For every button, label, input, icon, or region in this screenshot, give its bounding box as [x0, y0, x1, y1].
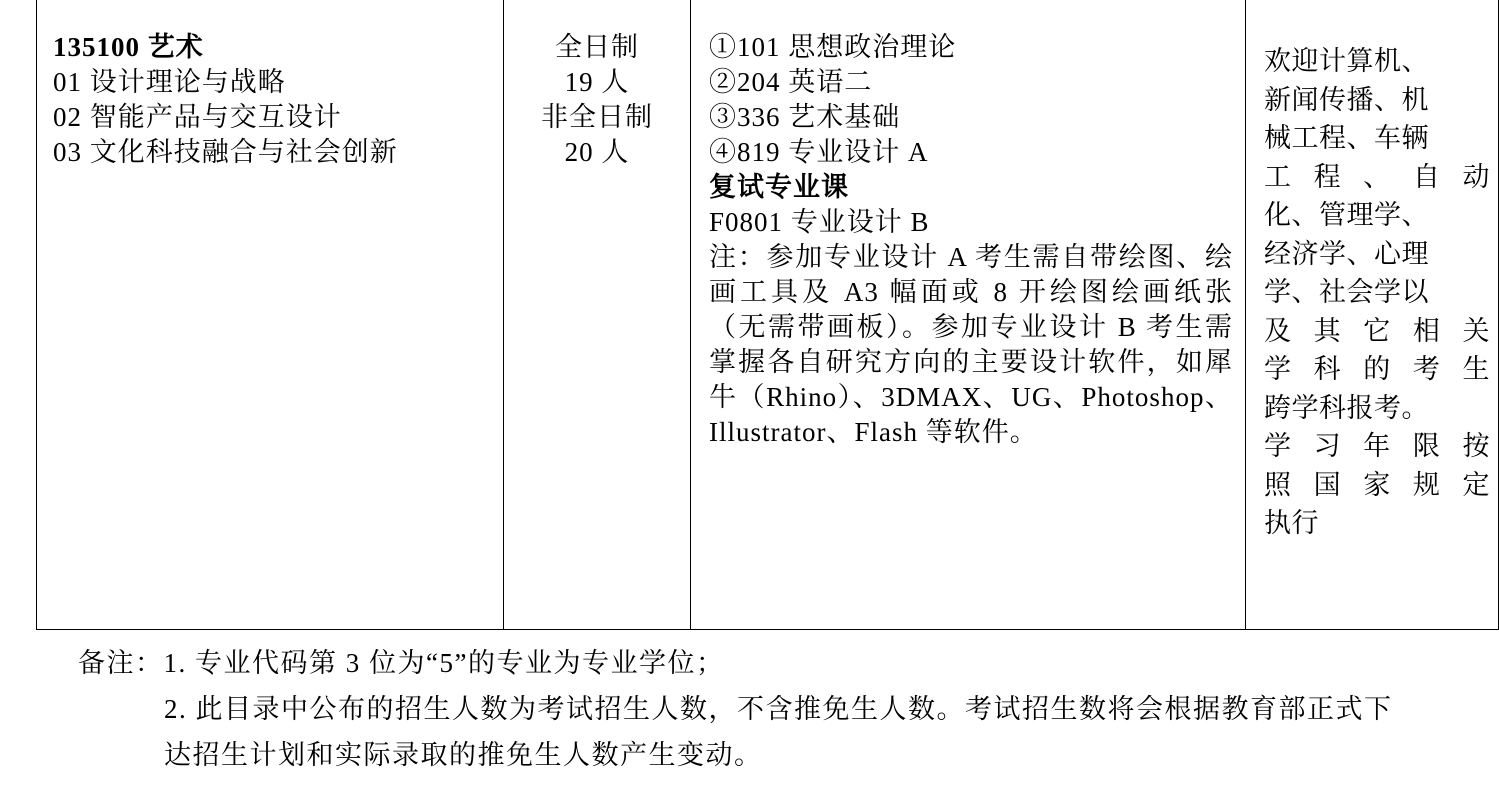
direction-item: 03 文化科技融合与社会创新 — [53, 137, 398, 167]
note-item: 2. 此目录中公布的招生人数为考试招生人数，不含推免生人数。考试招生数将会根据教育部正式下达招生计划和实际录取的推免生人数产生变动。 — [164, 694, 1393, 770]
parttime-count: 20 人 — [564, 137, 630, 167]
parttime-label: 非全日制 — [541, 102, 653, 132]
exam-note: 注：参加专业设计 A 考生需自带绘图、绘画工具及 A3 幅面或 8 开绘图绘画纸张（无需带画板）。参加专业设计 B 考生需掌握各自研究方向的主要设计软件，如犀牛（Rhino）、3DMAX、UG、Photoshop、Illustrator、Flash 等软件。 — [709, 242, 1233, 447]
remark-line: 经济学、心理 — [1264, 238, 1429, 269]
remark-line: 及其它相关 — [1264, 315, 1490, 346]
exam-subject: ②204 英语二 — [709, 67, 873, 97]
remark-line: 工程、自动 — [1264, 161, 1490, 192]
major-cell — [37, 0, 504, 630]
exams-cell — [691, 0, 1246, 630]
exam-subject: ①101 思想政治理论 — [709, 32, 957, 62]
major-title: 135100 艺术 — [53, 32, 204, 62]
table-row — [37, 0, 1499, 630]
enrollment-cell — [504, 0, 691, 630]
remark-line: 学科的考生 — [1264, 354, 1490, 384]
retest-subject: F0801 专业设计 B — [709, 207, 930, 237]
remark-line: 化、管理学、 — [1264, 200, 1429, 230]
direction-item: 02 智能产品与交互设计 — [53, 102, 342, 132]
remark-line: 跨学科报考。 — [1264, 392, 1429, 423]
remarks-cell — [1246, 0, 1499, 630]
note-item: 1. 专业代码第 3 位为“5”的专业为专业学位； — [163, 648, 725, 678]
direction-item: 01 设计理论与战略 — [53, 67, 286, 97]
remark-line: 欢迎计算机、 — [1264, 46, 1429, 76]
exam-subject: ④819 专业设计 A — [709, 137, 929, 167]
remark-line: 执行 — [1264, 508, 1319, 538]
remark-line: 械工程、车辆 — [1264, 123, 1429, 153]
notes-section — [78, 640, 1408, 778]
exam-subject: ③336 艺术基础 — [709, 102, 901, 132]
remark-line: 学习年限按 — [1264, 431, 1490, 461]
retest-heading: 复试专业课 — [709, 172, 849, 202]
notes-label: 备注： — [78, 648, 164, 678]
remark-line: 照国家规定 — [1264, 469, 1490, 500]
remark-line: 学、社会学以 — [1264, 277, 1429, 307]
admissions-table — [36, 0, 1499, 630]
remark-line: 新闻传播、机 — [1264, 84, 1429, 115]
fulltime-count: 19 人 — [564, 67, 630, 97]
fulltime-label: 全日制 — [555, 32, 639, 62]
